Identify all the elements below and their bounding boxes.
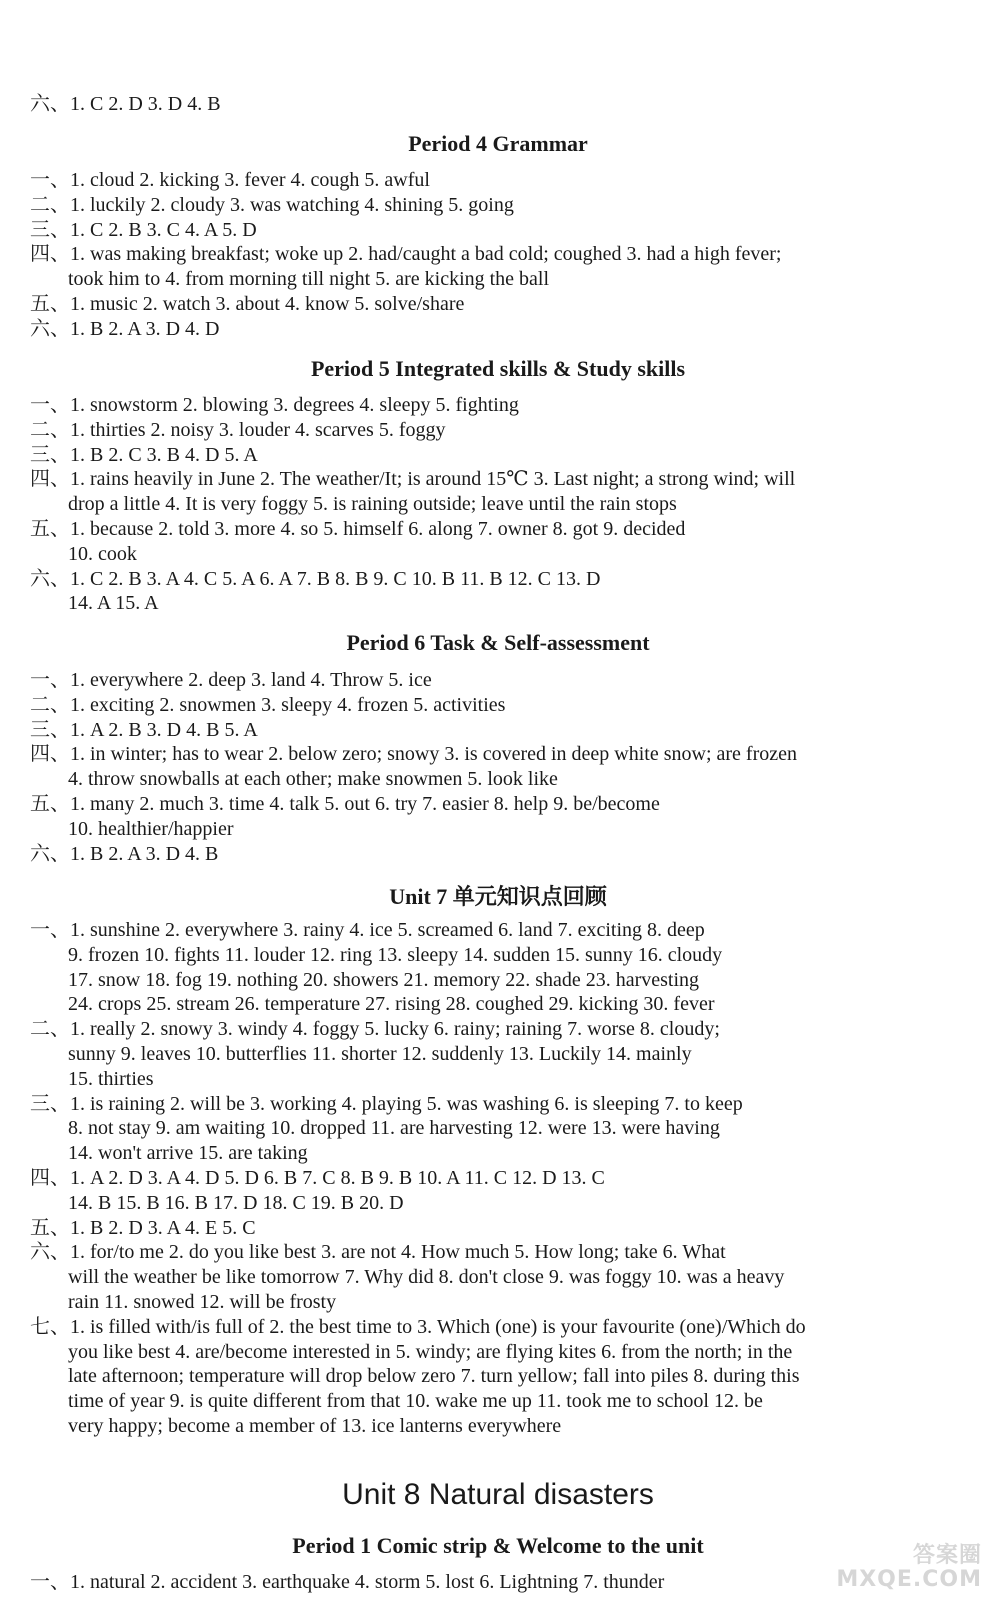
answer-line: 8. not stay 9. am waiting 10. dropped 11. are harvesting 12. were 13. were having [68, 1117, 720, 1140]
answer-line: very happy; become a member of 13. ice lanterns everywhere [68, 1414, 562, 1437]
answer-line: 五、1. because 2. told 3. more 4. so 5. himself 6. along 7. owner 8. got 9. decided [30, 517, 686, 540]
answer-line: 四、1. was making breakfast; woke up 2. had/caught a bad cold; coughed 3. had a high fever; [30, 243, 782, 266]
answer-block [30, 918, 980, 1439]
answer-line: 五、1. B 2. D 3. A 4. E 5. C [30, 1216, 256, 1239]
answer-line: 14. B 15. B 16. B 17. D 18. C 19. B 20. D [68, 1191, 404, 1214]
answer-line: late afternoon; temperature will drop below zero 7. turn yellow; fall into piles 8. during this [68, 1365, 800, 1388]
section-heading: Period 6 Task & Self-assessment [346, 630, 650, 655]
answer-line: 三、1. A 2. B 3. D 4. B 5. A [30, 718, 258, 741]
answer-line: 五、1. many 2. much 3. time 4. talk 5. out 6. try 7. easier 8. help 9. be/become [30, 792, 660, 815]
answer-line: 七、1. is filled with/is full of 2. the best time to 3. Which (one) is your favourite (one)/Which do [30, 1315, 806, 1338]
answer-line: 4. throw snowballs at each other; make snowmen 5. look like [68, 768, 558, 791]
answer-line: 10. cook [68, 542, 137, 565]
answer-line: rain 11. snowed 12. will be frosty [68, 1290, 337, 1313]
answer-line: 一、1. snowstorm 2. blowing 3. degrees 4. sleepy 5. fighting [30, 394, 519, 416]
section-heading: Period 1 Comic strip & Welcome to the unit [292, 1533, 704, 1558]
answer-block [30, 668, 980, 866]
unit-title: Unit 8 Natural disasters [342, 1478, 654, 1511]
answer-line: 六、1. C 2. B 3. A 4. C 5. A 6. A 7. B 8. B 9. C 10. B 11. B 12. C 13. D [30, 567, 601, 590]
watermark-logo [836, 1544, 982, 1592]
answer-block [30, 92, 980, 117]
answer-line: 24. crops 25. stream 26. temperature 27. rising 28. coughed 29. kicking 30. fever [68, 993, 715, 1016]
answer-line: 14. A 15. A [68, 592, 159, 615]
answer-line: sunny 9. leaves 10. butterflies 11. shorter 12. suddenly 13. Luckily 14. mainly [68, 1042, 692, 1065]
answer-line: 三、1. C 2. B 3. C 4. A 5. D [30, 218, 257, 241]
answer-line: 六、1. C 2. D 3. D 4. B [30, 93, 221, 115]
answer-line: time of year 9. is quite different from that 10. wake me up 11. took me to school 12. be [68, 1390, 763, 1413]
answer-line: 一、1. everywhere 2. deep 3. land 4. Throw 5. ice [30, 669, 432, 691]
answer-line: 五、1. music 2. watch 3. about 4. know 5. solve/share [30, 292, 465, 315]
watermark-text: 答案圈 [912, 1543, 982, 1568]
answer-line: 一、1. natural 2. accident 3. earthquake 4. storm 5. lost 6. Lightning 7. thunder [30, 1571, 665, 1593]
answer-line: 二、1. luckily 2. cloudy 3. was watching 4. shining 5. going [30, 193, 514, 216]
answer-line: 四、1. in winter; has to wear 2. below zero; snowy 3. is covered in deep white snow; are frozen [30, 743, 798, 766]
answer-line: 二、1. thirties 2. noisy 3. louder 4. scarves 5. foggy [30, 418, 446, 441]
answer-line: 二、1. exciting 2. snowmen 3. sleepy 4. frozen 5. activities [30, 693, 506, 716]
answer-line: 一、1. cloud 2. kicking 3. fever 4. cough 5. awful [30, 169, 430, 191]
section-heading: Period 5 Integrated skills & Study skills [310, 356, 686, 381]
answer-line: 9. frozen 10. fights 11. louder 12. ring 13. sleepy 14. sudden 15. sunny 16. cloudy [68, 943, 723, 966]
watermark-url: MXQE.COM [836, 1567, 982, 1592]
answer-line: 二、1. really 2. snowy 3. windy 4. foggy 5. lucky 6. rainy; raining 7. worse 8. cloudy; [30, 1018, 720, 1041]
answer-block [30, 393, 980, 616]
answer-line: 三、1. B 2. C 3. B 4. D 5. A [30, 443, 258, 466]
section-heading: Period 4 Grammar [408, 131, 588, 156]
answer-line: 17. snow 18. fog 19. nothing 20. showers 21. memory 22. shade 23. harvesting [68, 968, 700, 991]
answer-line: will the weather be like tomorrow 7. Why did 8. don't close 9. was foggy 10. was a heavy [68, 1266, 785, 1289]
answer-line: 四、1. rains heavily in June 2. The weather/It; is around 15℃ 3. Last night; a strong wind; will [30, 468, 796, 491]
answer-line: 10. healthier/happier [68, 817, 234, 840]
answer-line: 六、1. B 2. A 3. D 4. D [30, 317, 220, 340]
answer-line: 六、1. for/to me 2. do you like best 3. are not 4. How much 5. How long; take 6. What [30, 1241, 726, 1264]
answer-line: 一、1. sunshine 2. everywhere 3. rainy 4. ice 5. screamed 6. land 7. exciting 8. deep [30, 919, 705, 941]
answer-line: 三、1. is raining 2. will be 3. working 4. playing 5. was washing 6. is sleeping 7. to keep [30, 1092, 743, 1115]
section-heading: Unit 7 单元知识点回顾 [389, 884, 607, 909]
answer-line: 六、1. B 2. A 3. D 4. B [30, 842, 219, 865]
answer-line: 15. thirties [68, 1067, 154, 1090]
answer-line: took him to 4. from morning till night 5. are kicking the ball [68, 268, 550, 291]
answer-block [30, 168, 980, 342]
answer-line: you like best 4. are/become interested in 5. windy; are flying kites 6. from the north; in the [68, 1340, 793, 1363]
answer-line: drop a little 4. It is very foggy 5. is raining outside; leave until the rain stops [68, 493, 677, 516]
answer-line: 四、1. A 2. D 3. A 4. D 5. D 6. B 7. C 8. B 9. B 10. A 11. C 12. D 13. C [30, 1166, 605, 1189]
answer-line: 14. won't arrive 15. are taking [68, 1142, 308, 1165]
